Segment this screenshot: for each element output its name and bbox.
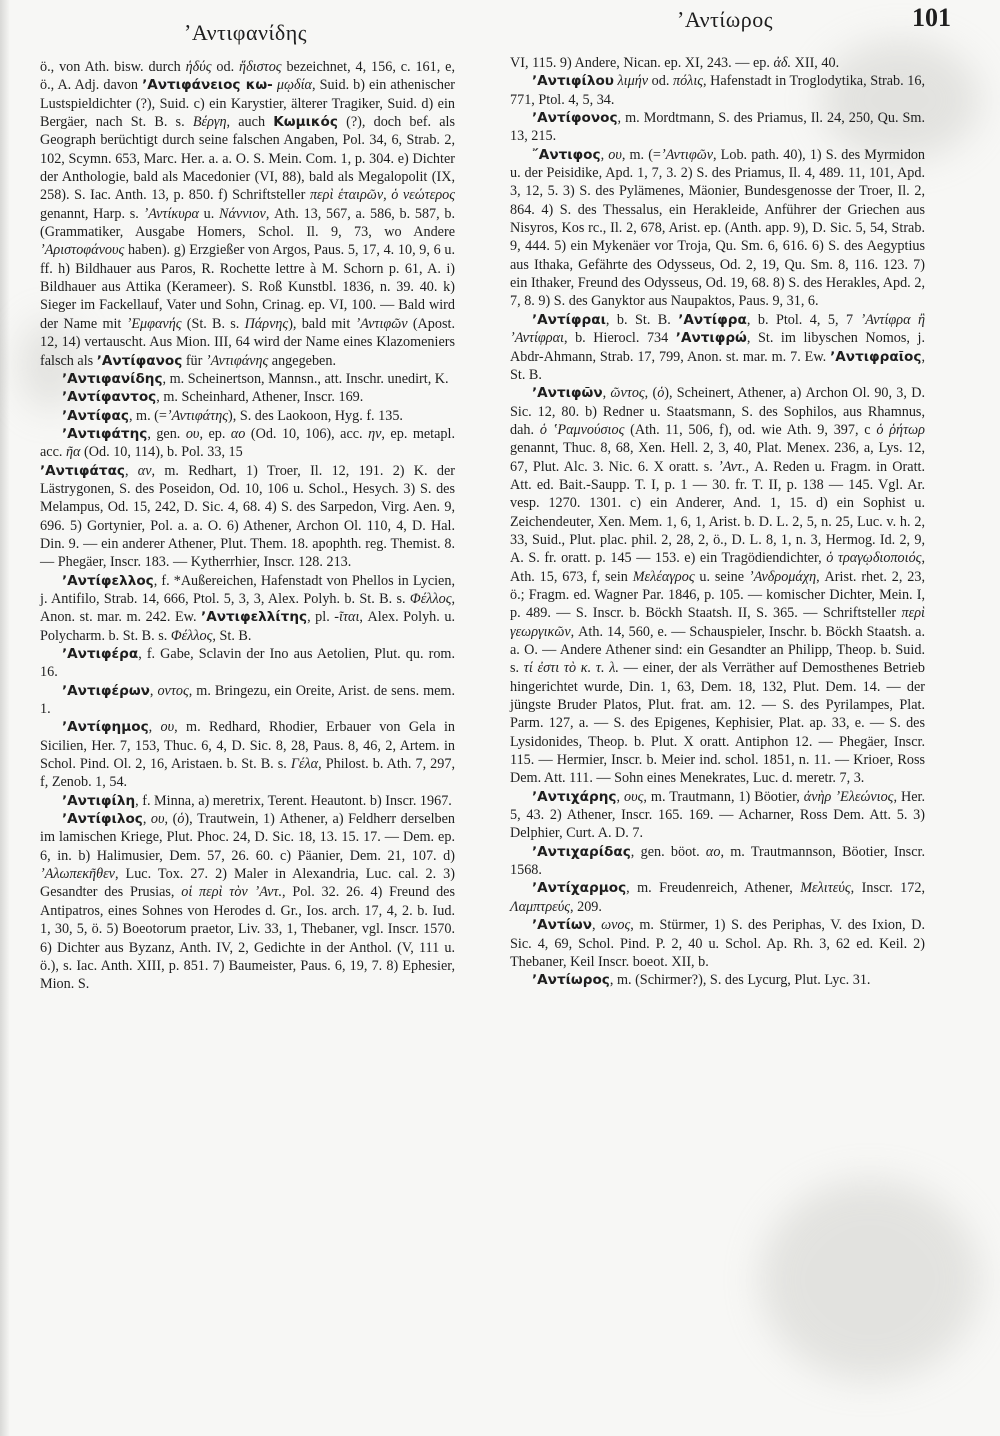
greek-term: Μελιτεύς [800,880,851,897]
entry-headword: ʼΑντίφιλος [62,811,143,828]
entry-text: , m. Redhard, Rhodier, Erbauer von Gela in Sicilien, Her. 7, 153, Thuc. 6, 4, D. Sic. 8, 28, Paus. 8, 46, 2, Artem. in Schol. Pind. Ol. 2, 16, Aristaen. b. St. B. s. [40,719,456,773]
page-number: 101 [912,3,951,32]
entry-headword: ʼΑντίφαντος [62,389,157,406]
greek-term: ʼΑντιφῶν [355,315,408,332]
entry-text: , Hafenstadt in Troglodytika, Strab. 16, 771, Ptol. 4, 5, 34. [510,73,925,108]
entry-text: u. [199,205,219,222]
greek-term: ἥδιστος [239,59,282,75]
scan-edge-shadow [0,0,10,1436]
left-column [40,58,455,994]
greek-term: ου [150,811,165,828]
entry-text: , m. Trautmann, 1) Böotier, [643,788,804,805]
entry-text: VI, 115. 9) Andere, Nican. ep. XI, 243. — ep. [510,55,774,71]
dictionary-entry [40,407,455,425]
greek-term: ὁ ʽΡαμνούσιος [539,421,625,438]
entry-text: , m. Scheinertson, Mannsn., att. Inschr. unedirt, K. [162,370,449,387]
entry-text: u. seine [694,568,749,585]
entry-headword: ῎Αντιφος [532,146,601,163]
entry-text: , [592,917,602,934]
dictionary-entry [40,425,455,462]
entry-headword: ʼΑντιφάτας [40,462,125,479]
entry-text: , Suid. b) ein athenischer Lustspieldichter (?), Suid. c) ein Karystier, älterer Tragiker, Suid. d) ein Bergäer, nach St. B. s. [40,77,455,131]
greek-term: ʼΑντίφρα ἢ ʼΑντίφραι [510,311,925,347]
greek-term: ἡδύς [185,59,212,75]
dictionary-entry [510,916,925,971]
entry-text: (Od. 10, 114), b. Pol. 33, 15 [80,444,243,461]
entry-text: , m. (= [128,407,167,424]
entry-text: XII, 40. [791,55,840,71]
dictionary-entry [510,109,925,146]
greek-term: ʼΑντιφάτης [166,407,228,424]
greek-term: Φέλλος [409,590,452,607]
greek-term: ʼΑριστοφάνους [40,242,125,259]
entry-text: haben). g) Erzgießer von Argos, Paus. 5, 17, 4. 10, 9, 6 u. ff. h) Bildhauer aus Paros, R. Rochette lettre à M. Schorn p. 61, A. i) Bildhauer aus Attika (Kerameer). S. Roß Kunstbl. 1836, n. 39. 40. k) Sieger im Fackellauf, Vater und Sohn, Crinag. ep. VI, 100. — Bald wird der Name mit [40,242,455,332]
entry-headword: ʼΑντιφραῖος [830,348,922,365]
greek-term: Μελέαγρος [632,568,695,585]
entry-text: , pl. [307,609,335,626]
dictionary-entry [510,146,925,311]
entry-text: ), bald mit [288,315,356,332]
entry-text: , Ath. 13, 567, a. 586, b. 587, b. (Grammatiker, Ausgabe Homers, Schol. Il. 9, 73, wo Andere [40,205,455,241]
dictionary-entry [510,788,925,843]
entry-headword: ʼΑντίφας [62,407,129,424]
greek-term: ʼΑνδρομάχη [748,568,817,585]
greek-term: ὁ [657,385,665,402]
entry-text: , auch [226,114,274,131]
entry-text: , [142,811,151,828]
dictionary-entry [40,462,455,572]
greek-term: οντος [157,682,189,699]
right-running-headword: ʼΑντίωρος [677,7,773,32]
entry-text: , St. B. [510,348,925,383]
entry-text: , [616,788,625,805]
greek-term: ὁ ῥήτωρ [876,421,925,438]
entry-headword: ʼΑντίφανος [96,352,183,369]
dictionary-entry [510,311,925,384]
entry-text: , Philost. b. Ath. 7, 297, f, Zenob. 1, 54. [40,756,455,791]
entry-text: , Pol. 32. 26. 4) Freund des Antipatros, eines Sohnes von Herodes d. Gr., Ios. arch. 17, 4, 2. b. Iud. 1, 30, 5, ö. 5) Boeotorum praetor, Liv. 33, 1, Thebaner, vgl. Inscr. 1570. 6) Dichter aus Byzanz, Anth. IV, 2, Gedichte in der Anthol. (V, 111 u. ö.), s. Iac. Anth. XIII, p. 851. 7) Baumeister, Paus. 6, 19, 7. 8) Ephesier, Mion. S. [40,884,455,993]
entry-headword: ʼΑντιφάνειος κω- [142,77,273,94]
entry-text: , ep. [199,425,231,442]
entry-text: (Od. 10, 106), acc. [245,425,369,442]
dictionary-entry [40,58,455,370]
entry-text: od. [211,59,240,75]
entry-text: , [124,462,138,479]
greek-term: ους [624,788,644,805]
entry-text: , Her. 5, 43. 2) Athener, Inscr. 165. 169. — Acharner, Ross Dem. Att. 5. 3) Delphier, Curt. A. D. 7. [510,788,925,842]
entry-text: , m. (Schirmer?), S. des Lycurg, Plut. Lyc. 31. [609,972,871,989]
entry-headword: ʼΑντιφρώ [675,330,747,347]
entry-text: — einer, der als Verräther auf Demosthenes Betrieb hingerichtet wurde, Din. 1, 63, Dem. 18, 132, Plut. Dem. 14. — der jüngste Bruder Platos, Plut. frat. am. 12. — S. des Pyrilampes, Plat. Parm. 127, a. — S. des Epigenes, Kephisier, Plat. ap. 33, e. — S. des Lysidonides, Theop. b. Plut. X oratt. Antiphon 12. — Phegäer, Inscr. 115. — Hermier, Inscr. b. Meier ind. schol. 1851, n. 11. — Krioer, Ross Dem. Att. 111. — Sohn eines Menekrates, Luc. d. meretr. 7, 3. [510,660,925,787]
greek-term: ου [608,146,622,163]
dictionary-entry [40,718,455,791]
entry-text: , m. Redhart, 1) Troer, Il. 12, 191. 2) K. der Lästrygonen, S. des Poseidon, Od. 10, 106 u. Schol., Hesych. 3) S. des Melampus, Od. 15, 242, D. Sic. 4, 68. 4) S. des Sarpedon, Virg. Aen. 9, 696. 5) Gortynier, Pol. a. a. O. 6) Athener, Archon Ol. 110, 4, D. Hal. Din. 9. — ein anderer Athener, Plut. Them. 18. apophth. reg. Themist. 8. — Phegäer, Inscr. 183. — Kytherrhier, Inscr. 128. 213. [40,462,455,571]
entry-text: für [182,352,206,369]
entry-text: , 209. [570,898,602,915]
dictionary-entry [510,971,925,989]
entry-text: genannt, Harp. s. [40,205,144,222]
entry-text: , Luc. Tox. 27. 2) Maler in Alexandria, Luc. cal. 2. 3) Gesandter des Prusias, [40,866,455,901]
entry-text: od. [648,73,673,90]
greek-term: αο [705,843,721,860]
entry-text: , b. Hierocl. 734 [563,330,676,347]
entry-text: , gen. [147,425,186,442]
entry-text: (Apost. 12, 14) vertauscht. Aus Mion. III, 64 wird der Name eines Klazomeniers falsch als [40,315,455,369]
greek-term: Βέργη [192,114,227,131]
greek-term: μῳδία [272,77,312,94]
entry-text: , m. Scheinhard, Athener, Inscr. 169. [156,389,364,406]
entry-text: , ( [644,385,658,402]
entry-text: , [149,682,158,699]
entry-text: , Arist. rhet. 2, 23, ö.; Fragm. ed. Wagner Par. 1846, p. 105. — komischer Dichter, Mein. I, p. 489. — S. Inscr. b. Böckh Staatsh. II, S. 365. — Schriftsteller [510,568,925,622]
entry-text: , ( [164,811,178,828]
entry-text: bezeichnet, 4, 156, c. 161, e, ö., A. Adj. davon [40,59,456,94]
entry-text: genannt, Thuc. 8, 68, Xen. Hell. 2, 3, 40, Plat. Menex. 236, a, Lys. 12, 67, Plut. Alc. 3. Nic. 6. X oratt. s. [510,440,925,475]
entry-text: , m. Mordtmann, S. des Priamus, Il. 24, 250, Qu. Sm. 13, 215. [510,110,925,145]
dictionary-entry [510,879,925,916]
entry-text: (?), doch bef. als Geograph berüchtigt durch seine falschen Angaben, Pol. 34, 6, Strab. 2, 102, Scymn. 653, Marc. Her. a. a. O. S. Mein. Com. 1, p. 304. e) Dichter der Anthologie, bald als Macedonier (VI, 88), bald als Megalopolit (IX, 258). S. Iac. Anth. 13, p. 850. f) Schriftsteller [40,114,455,204]
greek-term: περὶ γεωργικῶν [510,605,925,640]
entry-text: , St. im libyschen Nomos, j. Abdr-Ahmann, Strab. 17, 799, Anon. st. mar. m. 7. Ew. [510,330,925,365]
entry-text: , f. *Außereichen, Hafenstadt von Phellos in Lycien, j. Antifilo, Strab. 14, 666, Ptol. 5, 3, 3, Alex. Polyh. b. St. B. s. [40,572,455,607]
dictionary-entry [40,370,455,388]
dictionary-entry [510,54,925,72]
dictionary-entry [40,572,455,645]
greek-term: πόλις [672,73,704,90]
entry-headword: ʼΑντιφῶν [532,385,603,402]
entry-headword: ʼΑντιφανίδης [62,370,163,387]
dictionary-entry [40,792,455,810]
entry-headword: ʼΑντίχαρμος [532,880,627,897]
entry-text: ), S. des Laokoon, Hyg. f. 135. [228,407,403,424]
greek-term: αο [230,425,246,442]
greek-term: ἀνὴρ ʼΕλεώνιος [803,788,894,805]
dictionary-entry [40,645,455,682]
entry-text: (St. B. s. [181,315,245,332]
greek-term: Γέλα [290,756,319,773]
greek-term: ου [160,719,175,736]
entry-text: , m. Bringezu, ein Oreite, Arist. de sens. mem. 1. [40,682,456,718]
greek-term: Φέλλος [170,627,213,644]
greek-term: ʼΑντ. [717,458,746,475]
greek-term: Πάρνης [244,315,289,332]
entry-text: , A. Reden u. Fragm. in Oratt. Att. ed. Bait.-Saupp. T. I, p. 1 — 30. fr. T. II, p. 138 — 145. Vgl. Ar. vesp. 1270. 1301. c) ein Anderer, And. 1, 15. d) ein Sophist u. Zeichendeuter, Xen. Mem. 1, 6, 1, Arist. b. D. L. 2, 5, n. 25, Luc. v. h. 2, 33, Suid., Plut. plac. phil. 2, 28, 2, ö., D. L. 8, 1, n. 3, Hermog. Id. 2, 9, A. S. fr. oratt. p. 145 — 153. e) ein Tragödiendichter, [510,458,925,567]
entry-headword: ʼΑντίων [532,917,592,934]
entry-text: , m. Stürmer, 1) S. des Periphas, V. des Ixion, D. Sic. 4, 69, Schol. Pind. P. 2, 40 u. Schol. Ap. Rh. 3, 62 ed. Keil. 2) Thebaner, Keil Inscr. boeot. XII, b. [510,917,925,970]
greek-term: ην [368,425,382,442]
greek-term: ʼΑντιφῶν [660,146,714,163]
dictionary-entry [40,682,455,719]
entry-text: , f. Minna, a) meretrix, Terent. Heautont. b) Inscr. 1967. [135,792,452,809]
greek-term: ου [185,425,200,442]
entry-text: , Lob. path. 40), 1) S. des Myrmidon u. der Peisidike, Apd. 1, 7, 3. 2) S. des Priamus, Il. 4, 489. 11, 101, Apd. 3, 12, 5. 3) S. des Pylämenes, Mäonier, Bundesgenosse der Troer, Il. 2, 864. 4) S. des Thessalus, ein Herakleide, Anführer der Griechen aus Nisyros, Kos rc., Il. 2, 678, Arist. ep. (Anth. app. 9), D. Sic. 5, 54, Strab. 9, 444. 5) ein Mykenäer vor Troja, Qu. Sm. 6, 616. 6) S. des Aegyptius aus Ithaka, Gefährte des Odysseus, Od. 2, 19, Qu. Sm. 8, 116. 123. 7) ein Ithaker, Freund des Odysseus, Od. 19, 68. 8) S. des Herakles, Apd. 2, 7, 8. 9) S. des Ganyktor aus Naupaktos, Paus. 9, 31, 6. [510,146,926,310]
greek-term: ὁ τραγῳδιοποιός [826,550,922,567]
entry-text: ö., von Ath. bisw. durch [40,59,186,75]
entry-text: , gen. böot. [630,843,706,860]
entry-text: , ep. metapl. acc. [40,425,455,461]
entry-headword: ʼΑντιφέρων [62,682,150,699]
greek-term: ῶντος [610,385,645,402]
right-column [510,54,925,990]
entry-headword: ʼΑντιφάτης [62,425,148,442]
entry-headword: Κωμικός [273,114,338,131]
entry-text: , m. Freudenreich, Athener, [626,880,801,897]
greek-term: ῆα [66,444,81,461]
entry-text: , [602,385,611,402]
entry-text: ), Trautwein, 1) Athener, a) Feldherr derselben im lamischen Kriege, Plut. Phoc. 24, D. Sic. 18, 13. 15. 17. — Dem. ep. 6, in. b) Halimusier, Dem. 57, 26. 60. c) Päanier, Dem. 21, 107. d) [40,811,455,864]
greek-term: -ῖται [334,609,360,626]
entry-headword: ʼΑντιχάρης [532,788,617,805]
entry-headword: ʼΑντιφέρα [62,646,139,662]
dictionary-entry [510,72,925,109]
entry-text: , b. Ptol. 4, 5, 7 [746,311,861,328]
entry-headword: ʼΑντιχαρίδας [532,843,631,860]
greek-term: ὁ [177,811,185,828]
dictionary-entry [40,388,455,406]
entry-headword: ʼΑντίφελλος [62,572,154,589]
entry-text: , Inscr. 172, [850,880,925,897]
entry-text: , Anon. st. mar. m. 242. Ew. [40,590,455,626]
greek-term: ʼΕμφανής [126,315,182,332]
entry-text: , m. (= [621,146,661,163]
entry-headword: ʼΑντίφρα [678,311,747,328]
greek-term: Νάννιον [219,205,266,222]
dictionary-entry [510,384,925,788]
greek-term: περὶ ἑταιρῶν, ὁ νεώτερος [309,187,455,204]
entry-text: , [148,719,161,736]
greek-term: λιμήν [613,73,649,90]
entry-text: , Ath. 15, 673, f, sein [510,550,925,585]
entry-text: , Alex. Polyh. u. Polycharm. b. St. B. s. [40,609,455,644]
entry-headword: ʼΑντιφίλου [532,73,614,90]
greek-term: ʼΑντιφάνης [205,352,269,369]
entry-text: , Ath. 14, 560, e. — Schauspieler, Inschr. b. Böckh Staatsh. a. a. O. — Andere Athener sind: ein Gesandter an Philipp, Theop. b. Suid. s. [510,623,925,677]
entry-headword: ʼΑντίφημος [62,719,149,736]
greek-term: ʼΑλωπεκῆθεν [40,866,115,883]
entry-text: , St. B. [212,627,252,644]
entry-headword: ʼΑντιφίλη [62,792,136,809]
entry-text: , [600,146,609,163]
entry-headword: ʼΑντίφραι [532,311,606,328]
entry-text: angegeben. [268,352,336,369]
greek-term: ἀδ. [773,55,792,71]
greek-term: ωνος [601,917,631,934]
entry-text: , b. St. B. [605,311,679,328]
left-running-headword: ʼΑντιφανίδης [184,20,307,45]
entry-text: , f. Gabe, Sclavin der Ino aus Aetolien, Plut. qu. rom. 16. [40,646,455,681]
greek-term: τί ἐστι τὸ κ. τ. λ. [523,660,619,677]
paper-stain [760,1180,980,1380]
entry-text: , m. Trautmannson, Böotier, Inscr. 1568. [510,843,925,879]
entry-headword: ʼΑντιφελλίτης [201,609,308,626]
dictionary-entry [40,810,455,993]
greek-term: οἱ περὶ τὸν ʼΑντ. [181,884,283,901]
entry-headword: ʼΑντίφονος [532,110,618,127]
greek-term: Λαμπτρεύς [510,898,570,915]
running-header [0,0,1000,50]
entry-text: (Ath. 11, 506, f), od. wie Ath. 9, 397, c [624,421,877,438]
entry-headword: ʼΑντίωρος [532,972,610,989]
dictionary-entry [510,843,925,880]
greek-term: αν [137,462,152,479]
greek-term: ʼΑντίκυρα [143,205,199,222]
entry-text: ), Scheinert, Athener, a) Archon Ol. 90, 3, D. Sic. 12, 80. b) Redner u. Staatsmann, S. des Sophilos, aus Rhamnus, dah. [510,385,925,438]
